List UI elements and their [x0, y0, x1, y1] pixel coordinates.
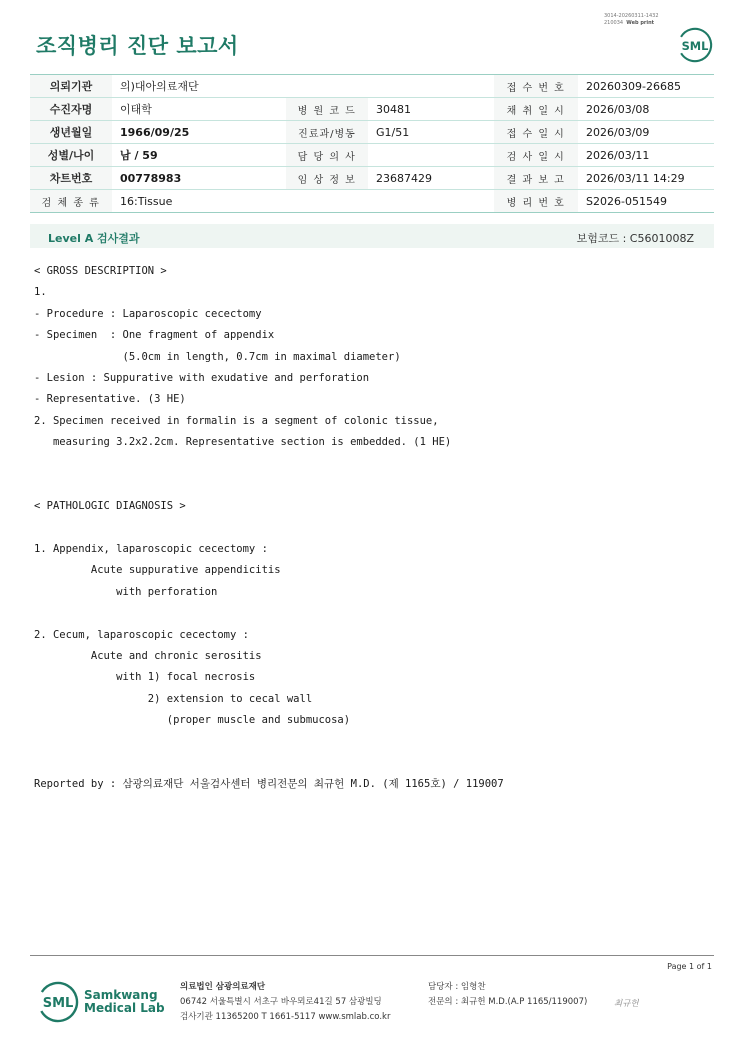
label-birth: 생년월일	[30, 121, 112, 144]
label-collection-date: 채 취 일 시	[494, 98, 578, 121]
label-clinical-info: 임 상 정 보	[286, 167, 368, 190]
org-info	[180, 980, 390, 1025]
value-clinical-info: 23687429	[368, 167, 494, 190]
report-line	[34, 753, 714, 774]
value-report-date: 2026/03/11 14:29	[578, 167, 714, 190]
manager: 담당자 : 임형찬	[428, 982, 486, 992]
info-row-patient	[30, 98, 714, 121]
label-patient: 수진자명	[30, 98, 112, 121]
info-row-birth	[30, 121, 714, 144]
info-row-institution	[30, 75, 714, 98]
info-row-sex-age	[30, 144, 714, 167]
print-label: Web print	[626, 20, 655, 26]
value-patient: 이태학	[112, 98, 286, 121]
report-line: 2. Specimen received in formalin is a segment of colonic tissue,	[34, 414, 439, 427]
value-receipt-date: 2026/03/09	[578, 121, 714, 144]
lab-name-line1: Samkwang	[84, 988, 158, 1002]
label-sex-age: 성별/나이	[30, 144, 112, 167]
label-specimen-type: 검 체 종 류	[30, 190, 112, 213]
print-id: 3014-20260311-1432	[604, 13, 659, 19]
value-institution: 의)대아의료재단	[112, 75, 494, 98]
label-hospital-code: 병 원 코 드	[286, 98, 368, 121]
insurance-code: 보험코드 : C5601008Z	[576, 232, 694, 245]
report-line: 2. Cecum, laparoscopic cecectomy :	[34, 628, 249, 641]
lab-name-line2: Medical Lab	[84, 1001, 165, 1015]
label-doctor: 담 당 의 사	[286, 144, 368, 167]
label-institution: 의뢰기관	[30, 75, 112, 98]
label-dept-ward: 진료과/병동	[286, 121, 368, 144]
report-line: - Lesion : Suppurative with exudative and perforation	[34, 371, 370, 384]
page-number: Page 1 of 1	[667, 962, 712, 971]
label-exam-date: 검 사 일 시	[494, 144, 578, 167]
result-level: Level A 검사결과	[48, 232, 140, 245]
report-line: Reported by : 삼광의료재단 서울검사센터 병리전문의 최규헌 M.D. (제 1165호) / 119007	[34, 778, 504, 791]
report-line: with 1) focal necrosis	[34, 671, 256, 684]
value-hospital-code: 30481	[368, 98, 494, 121]
report-line: 1.	[34, 286, 47, 299]
report-line	[34, 475, 714, 496]
patient-info-table	[30, 74, 714, 213]
label-chart-no: 차트번호	[30, 167, 112, 190]
org-name: 의료법인 삼광의료재단	[180, 982, 266, 992]
report-line: < PATHOLOGIC DIAGNOSIS >	[34, 500, 186, 513]
value-chart-no: 00778983	[112, 167, 286, 190]
org-institution-info: 검사기관 11365200 T 1661-5117 www.smlab.co.kr	[180, 1012, 391, 1022]
report-line: (5.0cm in length, 0.7cm in maximal diameter)	[34, 350, 401, 363]
report-line: - Representative. (3 HE)	[34, 393, 186, 406]
report-line: measuring 3.2x2.2cm. Representative section is embedded. (1 HE)	[34, 436, 452, 449]
svg-text:SML: SML	[42, 996, 74, 1011]
report-line: < GROSS DESCRIPTION >	[34, 265, 167, 277]
value-birth: 1966/09/25	[112, 121, 286, 144]
report-line	[34, 603, 714, 624]
value-specimen-type: 16:Tissue	[112, 190, 494, 213]
label-receipt-no: 접 수 번 호	[494, 75, 578, 98]
value-exam-date: 2026/03/11	[578, 144, 714, 167]
label-report-date: 결 과 보 고	[494, 167, 578, 190]
sml-logo-icon	[676, 26, 714, 64]
label-receipt-date: 접 수 일 시	[494, 121, 578, 144]
org-address: 06742 서울특별시 서초구 바우뫼로41길 57 삼광빌딩	[180, 997, 382, 1007]
report-line: (proper muscle and submucosa)	[34, 714, 351, 727]
svg-text:SML: SML	[681, 38, 709, 53]
info-row-chart	[30, 167, 714, 190]
report-line: - Procedure : Laparoscopic cecectomy	[34, 307, 262, 320]
report-line: Acute and chronic serositis	[34, 650, 262, 663]
result-header-bar	[30, 224, 714, 248]
page-title: 조직병리 진단 보고서	[36, 34, 239, 58]
footer-divider	[30, 955, 714, 956]
value-receipt-no: 20260309-26685	[578, 75, 714, 98]
report-line	[34, 454, 714, 475]
report-line: 2) extension to cecal wall	[34, 692, 313, 705]
report-line	[34, 518, 714, 539]
report-line: 1. Appendix, laparoscopic cecectomy :	[34, 543, 268, 556]
value-sex-age: 남 / 59	[112, 144, 286, 167]
report-line	[34, 732, 714, 753]
sml-logo-icon-footer	[36, 980, 80, 1024]
report-body	[34, 261, 714, 796]
info-row-specimen	[30, 190, 714, 213]
label-pathology-no: 병 리 번 호	[494, 190, 578, 213]
print-id-2: 210034	[604, 20, 624, 26]
value-pathology-no: S2026-051549	[578, 190, 714, 213]
report-line: Acute suppurative appendicitis	[34, 564, 281, 577]
report-line: with perforation	[34, 585, 218, 598]
value-dept-ward: G1/51	[368, 121, 494, 144]
contact-info	[428, 980, 587, 1010]
print-stamp	[604, 13, 659, 27]
signature: 최규헌	[614, 999, 639, 1009]
value-doctor	[368, 144, 494, 167]
value-collection-date: 2026/03/08	[578, 98, 714, 121]
report-line: - Specimen : One fragment of appendix	[34, 329, 275, 342]
specialist: 전문의 : 최규헌 M.D.(A.P 1165/119007)	[428, 997, 588, 1007]
lab-name	[84, 989, 165, 1015]
